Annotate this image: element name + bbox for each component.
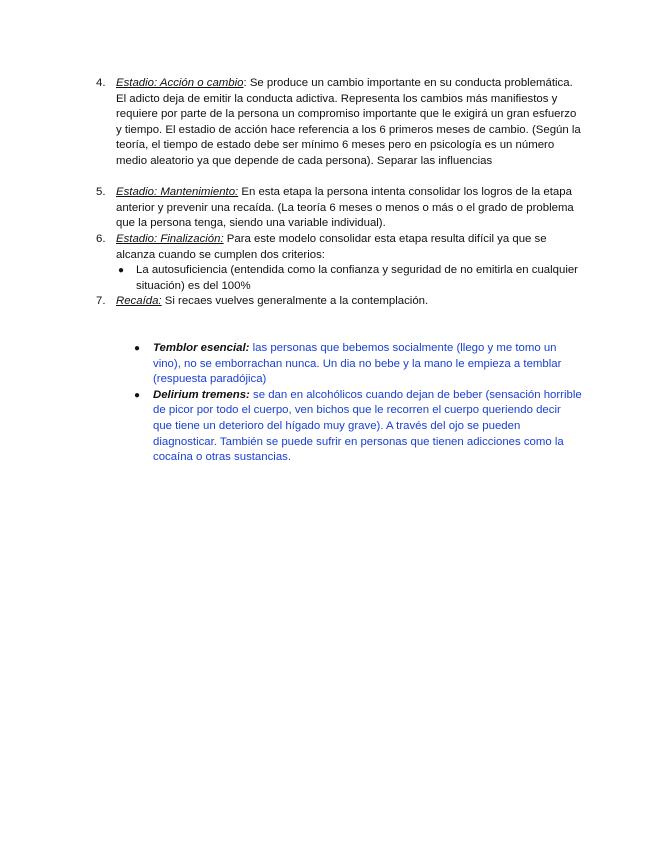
stage-heading: Estadio: Acción o cambio bbox=[116, 77, 244, 89]
criteria-bullet bbox=[118, 263, 582, 294]
symptoms-list bbox=[134, 341, 582, 466]
symptom-term: Delirium tremens: bbox=[153, 388, 250, 401]
list-item-mantenimiento bbox=[96, 185, 582, 232]
symptom-text: se dan en alcohólicos cuando dejan de beber (sensación horrible de picor por todo el cuerpo, ven bichos que le recorren el cuerpo queriendo decir que tiene un deterioro del hígado muy grave). A través del ojo se pueden diagnosticar. También se puede sufrir en personas que tienen adicciones como la cocaína o otras sustancias. bbox=[153, 388, 582, 464]
list-item-accion bbox=[96, 76, 582, 170]
stage-text: Para este modelo consolidar esta etapa resulta difícil ya que se alcanza cuando se cumplen dos criterios: bbox=[116, 233, 547, 261]
stage-heading: Estadio: Mantenimiento: bbox=[116, 186, 239, 198]
list-item-finalizacion bbox=[96, 232, 582, 294]
list-item-body bbox=[116, 232, 582, 263]
list-number: 4. bbox=[96, 77, 106, 89]
stage-text: : Se produce un cambio importante en su conducta problemática. El adicto deja de emitir la conducta adictiva. Representa los cambios más manifiestos y requiere por parte de la persona un compromiso importante que le exigirá un gran esfuerzo y tiempo. El estadio de acción hace referencia a los 6 primeros meses de cambio. (Según la teoría, el tiempo de estado debe ser mínimo 6 meses pero en psicología es un número medio aleatorio ya que depende de cada persona). Separar las influencias bbox=[116, 77, 581, 167]
symptom-term: Temblor esencial: bbox=[153, 342, 250, 354]
list-number: 6. bbox=[96, 233, 106, 245]
symptom-text: las personas que bebemos socialmente (llego y me tomo un vino), no se emborrachan nunca. Un dia no bebe y la mano le empieza a temblar (respuesta paradójica) bbox=[153, 342, 562, 386]
stage-heading: Estadio: Finalización: bbox=[116, 233, 224, 245]
list-item-recaida bbox=[96, 294, 582, 310]
list-number: 5. bbox=[96, 186, 106, 198]
bullet-icon: ● bbox=[134, 389, 141, 401]
list-item-body bbox=[116, 76, 582, 170]
symptom-item-delirium bbox=[134, 388, 582, 466]
list-item-body bbox=[116, 294, 582, 310]
stage-text: En esta etapa la persona intenta consolidar los logros de la etapa anterior y prevenir una recaída. (La teoría 6 meses o menos o más o el grado de problema que la persona tenga, siendo una variable individual). bbox=[116, 186, 574, 230]
criteria-text: La autosuficiencia (entendida como la confianza y seguridad de no emitirla en cualquier situación) es del 100% bbox=[136, 264, 578, 292]
bullet-icon: ● bbox=[118, 265, 125, 277]
list-item-body bbox=[116, 185, 582, 232]
bullet-icon: ● bbox=[134, 343, 141, 354]
stage-text: Si recaes vuelves generalmente a la contemplación. bbox=[161, 295, 429, 307]
stage-heading: Recaída: bbox=[116, 295, 162, 307]
list-number: 7. bbox=[96, 295, 106, 307]
symptom-item-temblor bbox=[134, 341, 582, 388]
